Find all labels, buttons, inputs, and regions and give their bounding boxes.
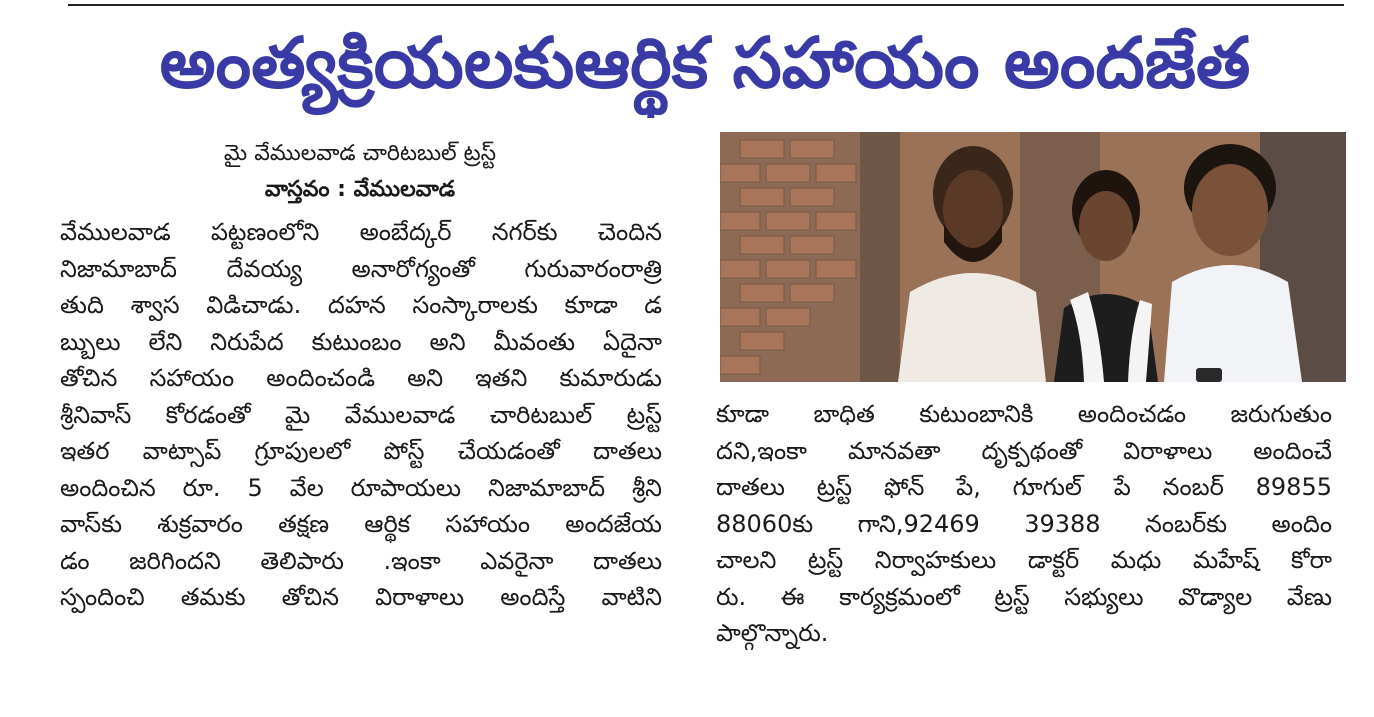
left-column-line: వాస్‌కు శుక్రవారం తక్షణ ఆర్థిక సహాయం అందజేయ — [60, 510, 662, 538]
right-column-line: పాల్గొన్నారు. — [716, 619, 829, 647]
top-rule — [68, 4, 1344, 6]
headline: అంత్యక్రియలకుఆర్థిక సహాయం అందజేత — [159, 22, 1251, 104]
left-column-line: ఇతర వాట్సాప్ గ్రూపులలో పోస్ట్ చేయడంతో దాతలు — [60, 437, 662, 465]
left-column-line: స్పందించి తమకు తోచిన విరాళాలు అందిస్తే వాటిని — [60, 583, 662, 611]
news-photo — [720, 132, 1346, 382]
left-column-line: అందించిన రూ. 5 వేల రూపాయలు నిజామాబాద్ శ్రీని — [60, 473, 662, 502]
left-column-line: డం జరిగిందని తెలిపారు .ఇంకా ఎవరైనా దాతలు — [60, 546, 662, 575]
right-column-line: చాలని ట్రస్ట్ నిర్వాహకులు డాక్టర్ మధు మహేష్ కోరా — [716, 546, 1332, 574]
right-column — [716, 396, 1332, 652]
left-column-line: శ్రీనివాస్ కోరడంతో మై వేములవాడ చారిటబుల్ ట్రస్ట్ — [60, 400, 662, 429]
right-column-line: కూడా బాధిత కుటుంబానికి అందించడం జరుగుతుం — [716, 400, 1332, 428]
reporter-dateline: వాస్తవం : వేములవాడ — [264, 177, 456, 202]
right-column-line: రు. ఈ కార్యక్రమంలో ట్రస్ట్ సభ్యులు వొడ్యాల వేణు — [716, 582, 1332, 611]
left-column-line: బ్బులు లేని నిరుపేద కుటుంబం అని మీవంతు ఏదైనా — [60, 327, 662, 356]
left-column-line: తోచిన సహాయం అందించండి అని ఇతని కుమారుడు — [60, 364, 662, 392]
left-column — [60, 214, 662, 616]
left-column-line: వేములవాడ పట్టణంలోని అంబేద్కర్ నగర్‌కు చెందిన — [60, 218, 662, 246]
source-line: మై వేములవాడ చారిటబుల్ ట్రస్ట్ — [223, 141, 497, 166]
right-column-line: దని,ఇంకా మానవతా దృక్పథంతో విరాళాలు అందించే — [716, 436, 1332, 465]
right-column-line: దాతలు ట్రస్ట్ ఫోన్ పే, గూగుల్ పే నంబర్ 89855 — [716, 473, 1332, 501]
left-column-line: తుది శ్వాస విడిచాడు. దహన సంస్కారాలకు కూడా డ — [60, 291, 662, 319]
right-column-line: 88060కు గాని,92469 39388 నంబర్‌కు అందిం — [716, 509, 1332, 538]
left-column-line: నిజామాబాద్ దేవయ్య అనారోగ్యంతో గురువారంరాత్రి — [60, 254, 662, 283]
